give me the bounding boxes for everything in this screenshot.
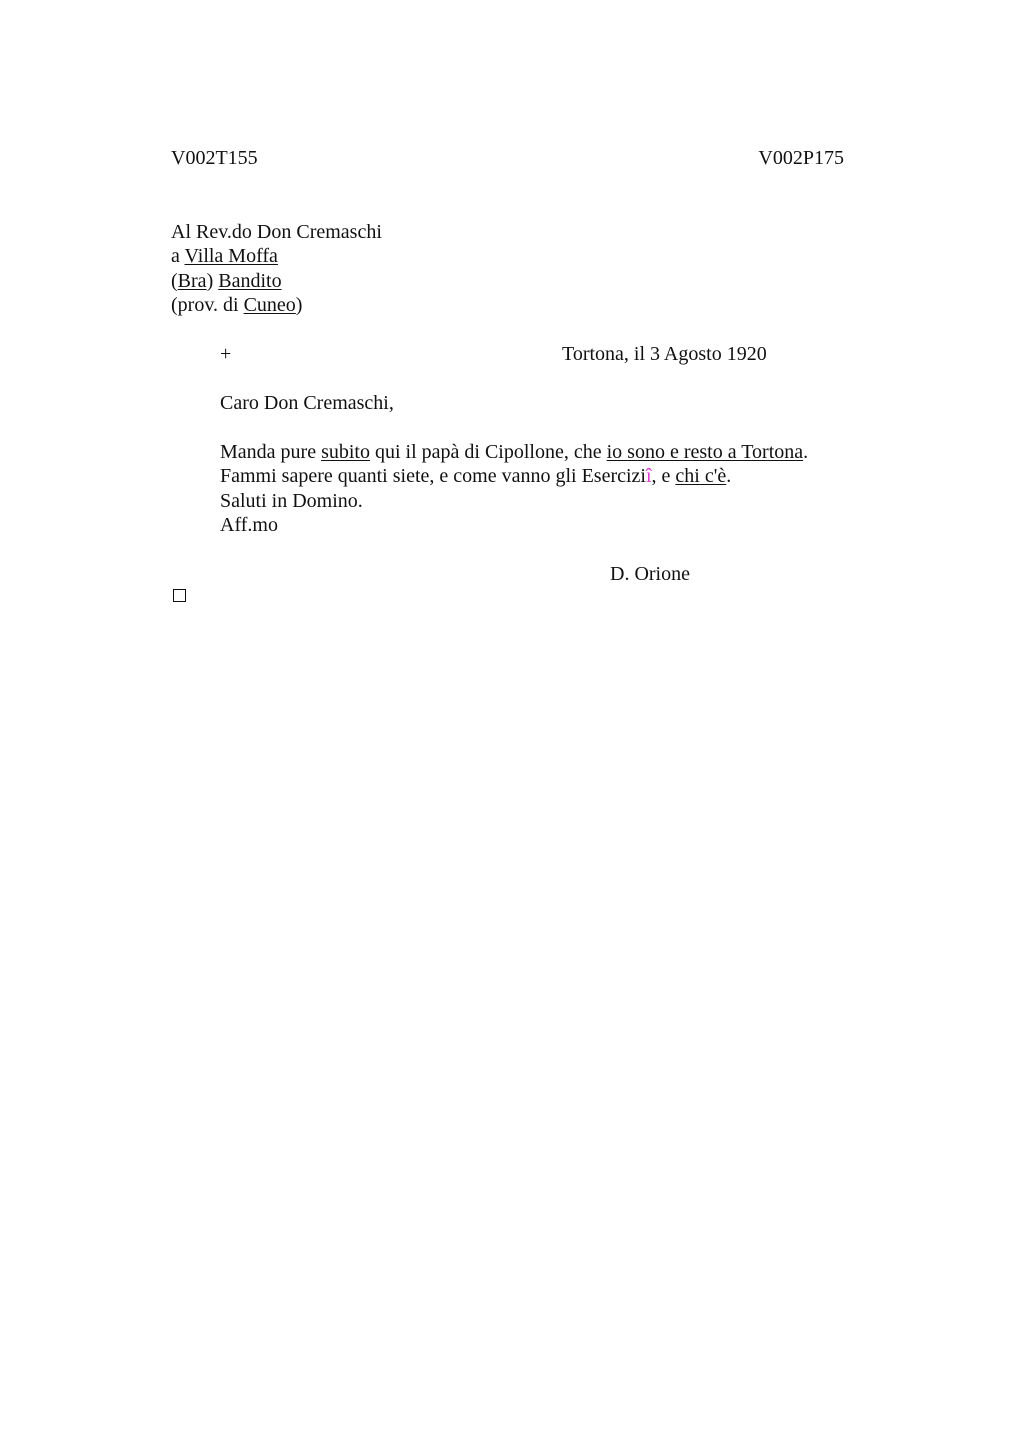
address-place-bandito: Bandito: [218, 270, 282, 292]
document-code-left: V002T155: [171, 147, 258, 169]
body-line-1-period: .: [803, 441, 809, 463]
checkbox-square-icon: [173, 589, 186, 602]
body-line-2-underlined-chi: chi c'è: [675, 465, 727, 487]
address-line-2: [171, 244, 278, 268]
body-line-2-accent-mark: î: [645, 465, 652, 487]
body-line-1: [220, 440, 808, 464]
body-line-1-text-a: Manda pure: [220, 441, 322, 463]
address-line-3: [171, 269, 282, 293]
address-place-villa: Villa Moffa: [184, 245, 278, 267]
address-paren-close: ): [206, 270, 219, 292]
body-line-3: Saluti in Domino.: [220, 490, 363, 512]
address-town: Bra: [177, 270, 207, 292]
address-line-4: [171, 293, 302, 317]
address-line-1: Al Rev.do Don Cremaschi: [171, 221, 382, 243]
address-province-prefix: (prov. di: [171, 294, 244, 316]
body-line-1-underlined-tortona: io sono e resto a Tortona: [606, 441, 804, 463]
address-province-suffix: ): [295, 294, 303, 316]
document-code-right: V002P175: [758, 147, 844, 169]
address-line-2-prefix: a: [171, 245, 185, 267]
body-line-2-text-b: , e: [651, 465, 676, 487]
salutation: Caro Don Cremaschi,: [220, 392, 394, 414]
cross-symbol: +: [220, 343, 232, 365]
body-line-1-text-b: qui il papà di Cipollone, che: [369, 441, 607, 463]
body-line-4: Aff.mo: [220, 514, 278, 536]
body-line-2-period: .: [726, 465, 732, 487]
body-line-1-underlined-subito: subito: [321, 441, 370, 463]
body-line-2-text-a: Fammi sapere quanti siete, e come vanno gli Esercizi: [220, 465, 646, 487]
body-line-2: [220, 464, 731, 488]
signature: D. Orione: [610, 563, 690, 585]
place-date: Tortona, il 3 Agosto 1920: [562, 343, 767, 365]
address-province: Cuneo: [243, 294, 296, 316]
address-paren-open: (: [171, 270, 178, 292]
